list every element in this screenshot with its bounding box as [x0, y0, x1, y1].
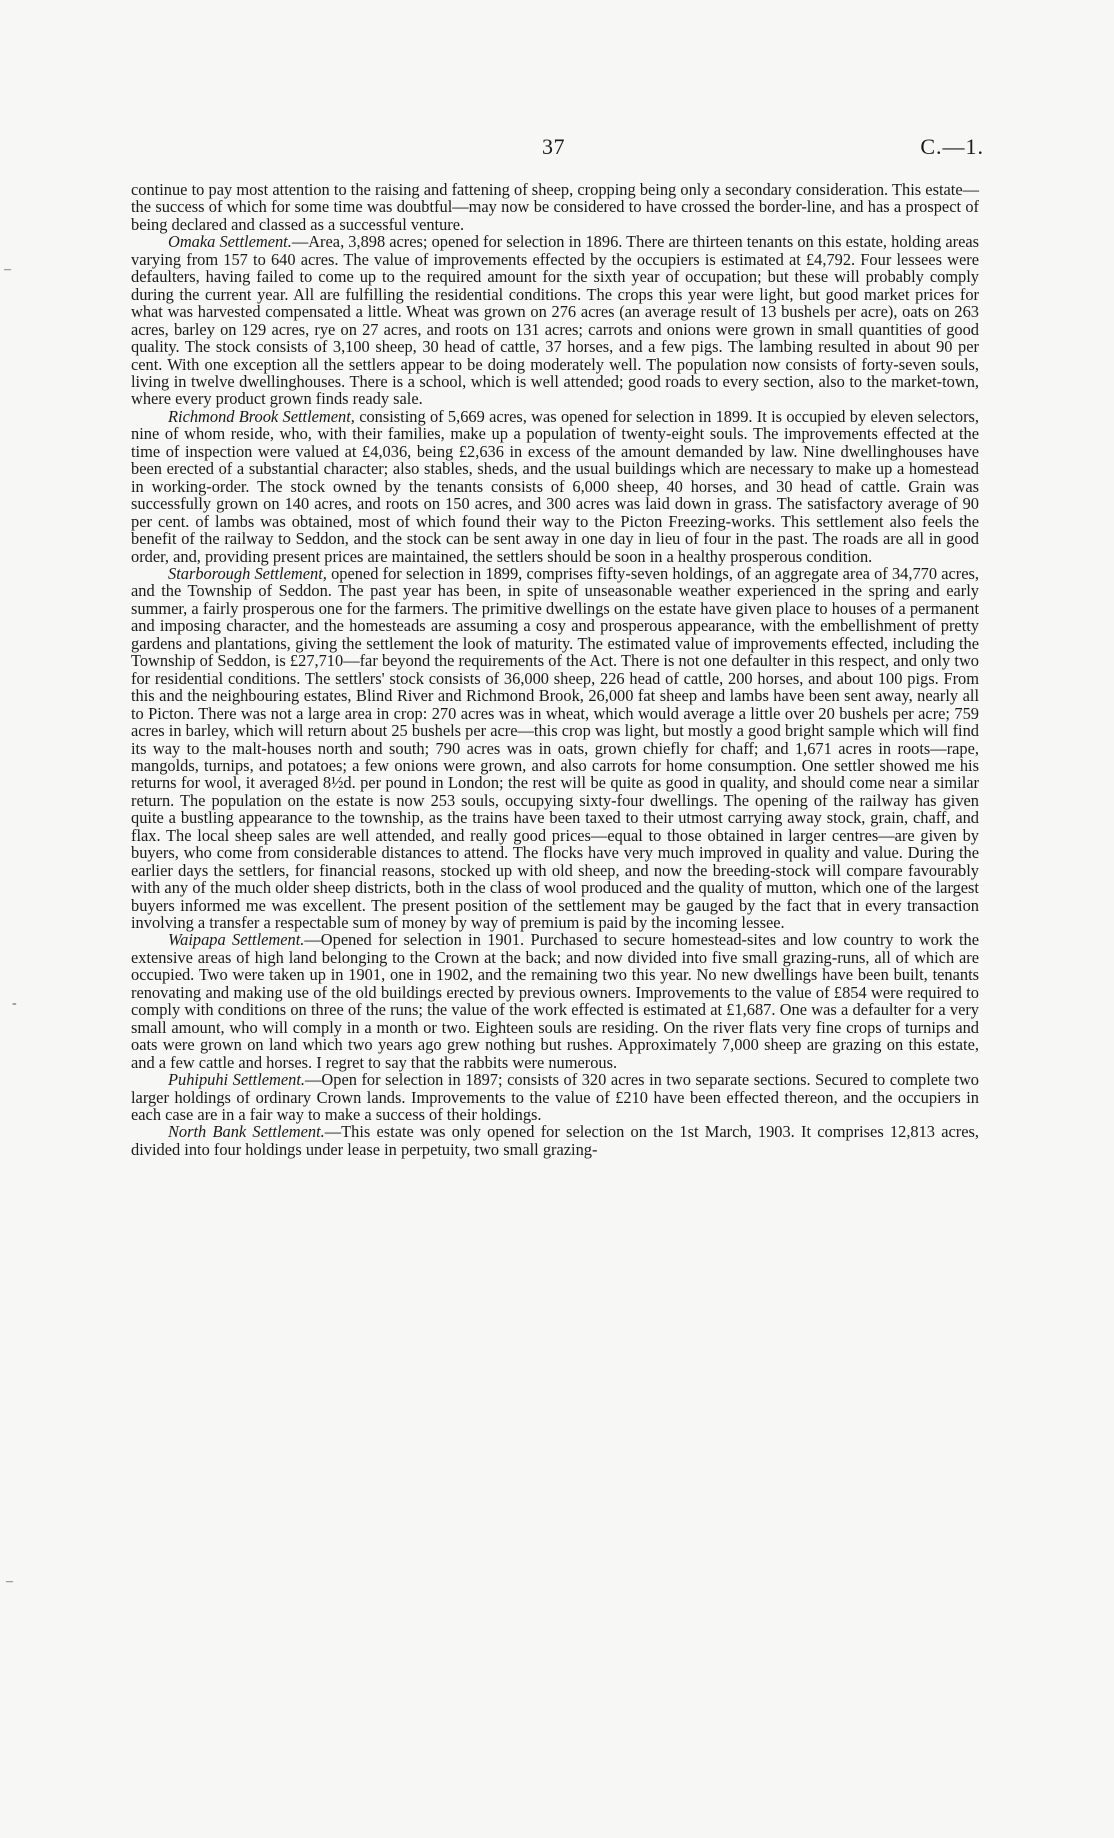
paragraph-text: continue to pay most attention to the raising and fattening of sheep, cropping being only a secondary consideration. This estate—the success of which for some time was doubtful—may now be considered to have crossed the border-line, and has a prospect of being declared and classed as a successful venture. — [131, 180, 979, 234]
margin-mark: - — [12, 996, 17, 1011]
paragraph-north-bank-settlement — [131, 1123, 979, 1158]
paragraph-starborough-settlement — [131, 565, 979, 932]
paragraph-text: opened for selection in 1899, comprises fifty-seven holdings, of an aggregate area of 34,770 acres, and the Township of Seddon. The past year has been, in spite of unseasonable weather experienced in the spring and early summer, a fairly prosperous one for the farmers. The primitive dwellings on the estate have given place to houses of a permanent and imposing character, and the homesteads are assuming a cosy and prosperous appearance, with the embellishment of pretty gardens and plantations, giving the settlement the look of maturity. The estimated value of improvements effected, including the Township of Seddon, is £27,710—far beyond the requirements of the Act. There is not one defaulter in this respect, and only two for residential conditions. The settlers' stock consists of 36,000 sheep, 226 head of cattle, 200 horses, and about 100 pigs. From this and the neighbouring estates, Blind River and Richmond Brook, 26,000 fat sheep and lambs have been sent away, nearly all to Picton. There was not a large area in crop: 270 acres was in wheat, which would average a little over 20 bushels per acre; 759 acres in barley, which will return about 25 bushels per acre—this crop was light, but mostly a good bright sample which will find its way to the malt-houses north and south; 790 acres was in oats, grown chiefly for chaff; and 1,671 acres in roots—rape, mangolds, turnips, and potatoes; a few onions were grown, and also carrots for home consumption. One settler showed me his returns for wool, it averaged 8½d. per pound in London; the rest will be quite as good in quality, and should come near a similar return. The population on the estate is now 253 souls, occupying sixty-four dwellings. The opening of the railway has given quite a bustling appearance to the township, as the trains have been taxed to their utmost carrying away stock, grain, chaff, and flax. The local sheep sales are well attended, and really good prices—equal to those obtained in larger centres—are given by buyers, who come from considerable distances to attend. The flocks have very much improved in quality and value. During the earlier days the settlers, for financial reasons, stocked up with old sheep, and now the breeding-stock will compare favourably with any of the much older sheep districts, both in the class of wool produced and the quality of mutton, which one of the largest buyers informed me was excellent. The present position of the settlement may be gauged by the fact that in every transaction involving a transfer a respectable sum of money by way of premium is paid by the incoming lessee. — [131, 563, 980, 933]
paragraph-heading: Richmond Brook Settlement, — [168, 406, 355, 426]
margin-mark: ‒ — [4, 262, 11, 277]
paragraph-text: —Opened for selection in 1901. Purchased to secure homestead-sites and low country to work the extensive areas of high land belonging to the Crown at the back; and now divided into five small grazing-runs, all of which are occupied. Two were taken up in 1901, one in 1902, and the remaining two this year. No new dwellings have been built, tenants renovating and making use of the old buildings erected by previous owners. Improvements to the value of £854 were required to comply with conditions on three of the runs; the value of the work effected is estimated at £1,687. One was a defaulter for a very small amount, who will comply in a month or two. Eighteen souls are residing. On the river flats very fine crops of turnips and oats were grown on land which two years ago grew nothing but rushes. Approximately 7,000 sheep are grazing on this estate, and a few cattle and horses. I regret to say that the rabbits were numerous. — [131, 930, 979, 1072]
paragraph-text: —This estate was only opened for selection on the 1st March, 1903. It comprises 12,813 acres, divided into four holdings under lease in perpetuity, two small grazing- — [131, 1122, 979, 1159]
margin-mark: ‒ — [6, 1574, 13, 1589]
paragraph-omaka-settlement — [131, 233, 979, 408]
paragraph-text: consisting of 5,669 acres, was opened for selection in 1899. It is occupied by eleven selectors, nine of whom reside, who, with their families, make up a population of twenty-eight souls. The improvements effected at the time of inspection were valued at £4,036, being £2,636 in excess of the amount demanded by law. Nine dwellinghouses have been erected of a substantial character; also stables, sheds, and the usual buildings which are necessary to make up a homestead in working-order. The stock owned by the tenants consists of 6,000 sheep, 40 horses, and 30 head of cattle. Grain was successfully grown on 140 acres, and roots on 150 acres, and 300 acres was laid down in grass. The satisfactory average of 90 per cent. of lambs was obtained, most of which found their way to the Picton Freezing-works. This settlement also feels the benefit of the railway to Seddon, and the stock can be sent away in one day in lieu of four in the past. The roads are all in good order, and, providing present prices are maintained, the settlers should be soon in a healthy prosperous condition. — [131, 406, 980, 566]
paragraph-richmond-brook-settlement — [131, 408, 979, 565]
paragraph-omaka-intro — [131, 181, 979, 233]
paragraph-puhipuhi-settlement — [131, 1071, 979, 1123]
paragraph-heading: Waipapa Settlement. — [168, 930, 305, 950]
paragraph-waipapa-settlement — [131, 931, 979, 1071]
page-number: 37 — [542, 134, 565, 159]
paragraph-heading: Omaka Settlement. — [168, 232, 292, 252]
paragraph-heading: Starborough Settlement, — [168, 563, 327, 583]
paragraph-text: —Area, 3,898 acres; opened for selection in 1896. There are thirteen tenants on this estate, holding areas varying from 157 to 640 acres. The value of improvements effected by the occupiers is estimated at £4,792. Four lessees were defaulters, having failed to come up to the required amount for the sixth year of occupation; but these will probably comply during the current year. All are fulfilling the residential conditions. The crops this year were light, but good market prices for what was harvested compensated a little. Wheat was grown on 276 acres (an average result of 13 bushels per acre), oats on 263 acres, barley on 129 acres, rye on 27 acres, and roots on 131 acres; carrots and onions were grown in small quantities of good quality. The stock consists of 3,100 sheep, 30 head of cattle, 37 horses, and a few pigs. The lambing resulted in about 90 per cent. With one exception all the settlers appear to be doing moderately well. The population now consists of forty-seven souls, living in twelve dwellinghouses. There is a school, which is well attended; good roads to every section, also to the market-town, where every product grown finds ready sale. — [131, 232, 979, 409]
paragraph-text: —Open for selection in 1897; consists of 320 acres in two separate sections. Secured to complete two larger holdings of ordinary Crown lands. Improvements to the value of £210 have been effected thereon, and the occupiers in each case are in a fair way to make a success of their holdings. — [131, 1070, 980, 1125]
paragraph-heading: Puhipuhi Settlement. — [168, 1070, 306, 1090]
document-reference: C.—1. — [920, 134, 984, 159]
body-text — [131, 181, 979, 1158]
paragraph-heading: North Bank Settlement. — [168, 1122, 325, 1142]
